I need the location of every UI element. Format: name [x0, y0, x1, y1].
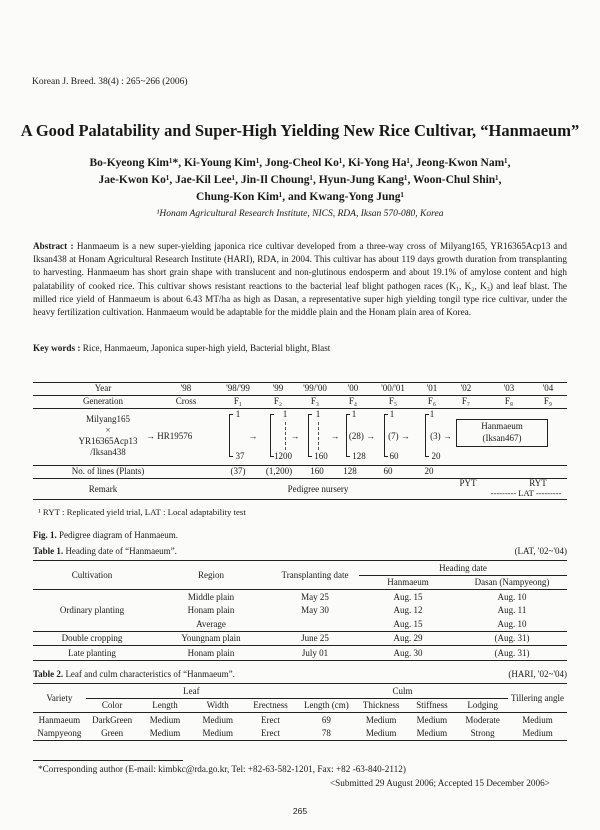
table2: [33, 683, 567, 741]
pedigree-footnote: ¹ RYT : Replicated yield trial, LAT : Local adaptability test: [38, 507, 246, 517]
table2-subhead: Stiffness: [416, 700, 448, 711]
table1-cell: Aug. 12: [393, 605, 423, 616]
figure-caption-label: Fig. 1.: [33, 530, 57, 540]
generation-cell: F₆: [427, 396, 437, 406]
bracket-top: 1: [429, 409, 435, 419]
table1-head-heading: Heading date: [359, 561, 567, 576]
table2-head-leaf: Leaf: [86, 684, 297, 699]
table2-cell: DarkGreen: [92, 714, 133, 725]
table2-cell: Nampyeong: [37, 728, 82, 739]
year-cell: '04: [542, 383, 554, 393]
figure-caption-text: Pedigree diagram of Hanmaeum.: [59, 530, 178, 540]
lines-value: 20: [424, 466, 434, 476]
remark-pyt: PYT: [459, 478, 477, 488]
bracket-bottom: 1200: [274, 451, 292, 461]
table2-caption-label: Table 2.: [33, 669, 64, 679]
corresponding-author: *Corresponding author (E-mail: kimbkc@rda.go.kr, Tel: +82-63-582-1201, Fax: +82 -63-840-2112): [38, 764, 406, 774]
table2-head-tillering: Tillering angle: [511, 692, 564, 703]
table2-cell: Erect: [261, 728, 280, 739]
table1-cell: (Aug. 31): [494, 647, 530, 658]
parent-line: Milyang165: [86, 414, 130, 424]
final-cultivar-name: Hanmaeum: [481, 421, 523, 431]
table1-cell: Average: [196, 618, 226, 629]
table2-subhead: Width: [206, 700, 229, 711]
table1-head-hanmaeum: Hanmaeum: [387, 577, 429, 588]
table2-cell: Hanmaeum: [38, 714, 81, 725]
table1-cell: May 30: [301, 605, 329, 616]
table1-cell: Ordinary planting: [59, 604, 125, 615]
table1-cell: (Aug. 31): [494, 633, 530, 644]
page-number: 265: [292, 806, 308, 816]
table2-cell: Medium: [522, 714, 553, 725]
table2-subhead: Lodging: [467, 700, 498, 711]
parent-line: /Iksan438: [90, 447, 126, 457]
abstract-label: Abstract :: [33, 241, 74, 251]
bracket-bottom: 160: [314, 451, 328, 461]
table2-cell: Medium: [416, 728, 448, 739]
table2-subhead: Length: [152, 700, 178, 711]
table1-cell: Late planting: [68, 647, 116, 658]
lines-value: (1,200): [265, 466, 293, 476]
table-row: [33, 713, 567, 727]
affiliation: ¹Honam Agricultural Research Institute, NICS, RDA, Iksan 570-080, Korea: [156, 209, 444, 219]
lines-value: 160: [310, 466, 324, 476]
table1-cell: Aug. 29: [393, 633, 423, 644]
bracket-bottom: 60: [389, 451, 399, 461]
generation-cell: F₈: [504, 396, 514, 406]
table2-head-culm: Culm: [297, 684, 508, 699]
table2-subhead: Erectness: [253, 700, 288, 711]
table2-cell: Moderate: [465, 714, 500, 725]
journal-reference: Korean J. Breed. 38(4) : 265~266 (2006): [32, 77, 188, 87]
lines-value: 60: [383, 466, 393, 476]
year-cell: '00/'01: [381, 383, 405, 393]
author-line-2: Jae-Kwon Ko¹, Jae-Kil Lee¹, Jin-Il Choung¹, Hyun-Jung Kang¹, Woon-Chul Shin¹,: [98, 174, 502, 186]
table2-subhead: Thickness: [362, 700, 400, 711]
table-row: [33, 631, 567, 646]
table-row: [33, 727, 567, 741]
table1-cell: Aug. 15: [393, 591, 423, 602]
abstract: [33, 240, 567, 319]
author-line-3: Chung-Kon Kim¹, and Kwang-Yong Jung¹: [196, 191, 404, 203]
year-cell: '99/'00: [303, 383, 327, 393]
table1-cell: Youngnam plain: [181, 633, 241, 644]
table1-cell: Aug. 15: [393, 618, 423, 629]
table2-subhead: Color: [101, 700, 123, 711]
table2-cell: 69: [321, 714, 331, 725]
remark-lat: --------- LAT ---------: [490, 488, 562, 498]
table1-cell: Aug. 10: [497, 618, 527, 629]
bracket-bottom: 128: [352, 451, 366, 461]
generation-cell: F₂: [273, 396, 283, 406]
keywords-label: Key words :: [33, 343, 81, 353]
year-cell: '02: [460, 383, 472, 393]
keywords-text: Rice, Hanmaeum, Japonica super-high yield, Bacterial blight, Blast: [82, 343, 331, 353]
footnote-divider: [33, 760, 183, 761]
bracket-arrow: (28) →: [348, 431, 376, 441]
bracket-bottom: 20: [431, 451, 441, 461]
table1-cell: May 25: [301, 591, 329, 602]
table1-cell: Middle plain: [187, 591, 235, 602]
bracket-top: 1: [282, 409, 288, 419]
author-list: [60, 155, 540, 206]
year-cell: '99: [272, 383, 284, 393]
author-line-1: Bo-Kyeong Kim¹*, Ki-Young Kim¹, Jong-Cheol Ko¹, Ki-Yong Ha¹, Jeong-Kwon Nam¹,: [89, 157, 511, 169]
table1: [33, 560, 567, 661]
table2-cell: Medium: [202, 714, 233, 725]
table2-cell: Medium: [365, 728, 397, 739]
bracket-arrow: (7) →: [388, 431, 410, 441]
table2-subhead: Length (cm): [303, 700, 349, 711]
table-row: [33, 646, 567, 661]
parent-line: YR16365Acp13: [78, 436, 138, 446]
paper-title: A Good Palatability and Super-High Yielding New Rice Cultivar, “Hanmaeum”: [20, 121, 580, 140]
parent-line: ×: [105, 425, 111, 435]
cross-name: → HR19576: [146, 431, 193, 441]
table1-cell: Honam plain: [187, 605, 235, 616]
generation-cell: F₄: [348, 396, 358, 406]
submission-dates: <Submitted 29 August 2006; Accepted 15 December 2006>: [330, 778, 550, 788]
generation-cell: Cross: [175, 396, 197, 406]
final-cultivar-code: (Iksan467): [482, 433, 522, 443]
remark-label: Remark: [88, 484, 118, 494]
table2-cell: Medium: [149, 714, 181, 725]
table1-cell: [271, 617, 359, 631]
generation-cell: F₅: [388, 396, 398, 406]
table1-cell: Honam plain: [187, 647, 235, 658]
bracket-arrow: (3) →: [430, 431, 452, 441]
table2-caption-right: (HARI, '02~'04): [508, 669, 567, 679]
table2-head-variety: Variety: [46, 693, 73, 703]
year-cell: '00: [347, 383, 359, 393]
year-cell: '03: [503, 383, 515, 393]
bracket-arrow: →: [330, 431, 340, 441]
bracket-arrow: →: [290, 431, 300, 441]
table2-cell: Medium: [202, 728, 233, 739]
generation-cell: F₉: [543, 396, 553, 406]
table-row: [33, 590, 567, 604]
remark-nursery: Pedigree nursery: [287, 484, 349, 494]
generation-cell: F₃: [310, 396, 320, 406]
year-label: Year: [94, 383, 112, 393]
lines-value: 128: [343, 466, 357, 476]
bracket-top: 1: [235, 409, 241, 419]
table1-cell: Aug. 30: [393, 647, 423, 658]
year-cell: '98: [180, 383, 192, 393]
lines-value: (37): [230, 466, 246, 476]
table2-cell: 78: [321, 728, 331, 739]
table1-head-cultivation: Cultivation: [71, 570, 113, 580]
generation-label: Generation: [83, 396, 123, 406]
table1-caption-text: Heading date of “Hanmaeum”.: [65, 546, 177, 556]
remark-ryt: RYT: [529, 478, 547, 488]
table2-cell: Erect: [261, 714, 280, 725]
table2-cell: Medium: [365, 714, 397, 725]
keywords: [33, 343, 567, 353]
table1-cell: Double cropping: [61, 633, 123, 644]
table1-head-dasan: Dasan (Nampyeong): [474, 577, 550, 588]
bracket-arrow: →: [248, 431, 258, 441]
bracket-bottom: 37: [235, 451, 245, 461]
year-cell: '98/'99: [226, 383, 250, 393]
year-cell: '01: [426, 383, 438, 393]
table2-cell: Medium: [149, 728, 181, 739]
generation-cell: F₁: [233, 396, 243, 406]
bracket-top: 1: [351, 409, 357, 419]
table1-caption-label: Table 1.: [33, 546, 64, 556]
pedigree-diagram: [33, 382, 567, 500]
table1-cell: June 25: [301, 633, 329, 644]
final-cultivar-box: [456, 419, 548, 447]
table1-cell: July 01: [301, 647, 329, 658]
table2-cell: Green: [101, 728, 124, 739]
table2-cell: Medium: [522, 728, 553, 739]
bracket-top: 1: [389, 409, 395, 419]
table2-caption-text: Leaf and culm characteristics of “Hanmaeum”.: [65, 669, 235, 679]
abstract-text: Hanmaeum is a new super-yielding japonica rice cultivar developed from a three-way cross of Milyang165, YR16365Acp13 and Iksan438 at Honam Agricultural Research Institute (HARI), RDA, in 2004. This cultivar has about 119 days growth duration from transplanting to harvesting. Hanmaeum has short grain shape with translucent and non-glutinous endosperm and about 19.1% of amylose content and high palatability of cooked rice. This cultivar shows resistant reactions to the bacterial leaf blight pathogen races (K₁, K₂, K₃) and leaf blast. The milled rice yield of Hanmaeum is about 6.43 MT/ha as high as Dasan, a representative super high yielding tongil type rice cultivar, under the heavy fertilization cultivation. Hanmaeum would be adaptable for the middle plain and the Honam plain area of Korea.: [33, 241, 568, 318]
generation-cell: F₇: [461, 396, 471, 406]
lines-label: No. of lines (Plants): [71, 466, 145, 476]
figure-caption: [33, 530, 178, 540]
table1-head-transplanting: Transplanting date: [281, 569, 349, 580]
table1-cell: Aug. 11: [497, 605, 527, 616]
table2-cell: Medium: [416, 714, 448, 725]
table1-caption-right: (LAT, '02~'04): [514, 546, 567, 556]
table2-cell: Strong: [470, 728, 495, 739]
bracket-top: 1: [315, 409, 321, 419]
table1-head-region: Region: [198, 570, 224, 580]
table1-cell: Aug. 10: [497, 591, 527, 602]
